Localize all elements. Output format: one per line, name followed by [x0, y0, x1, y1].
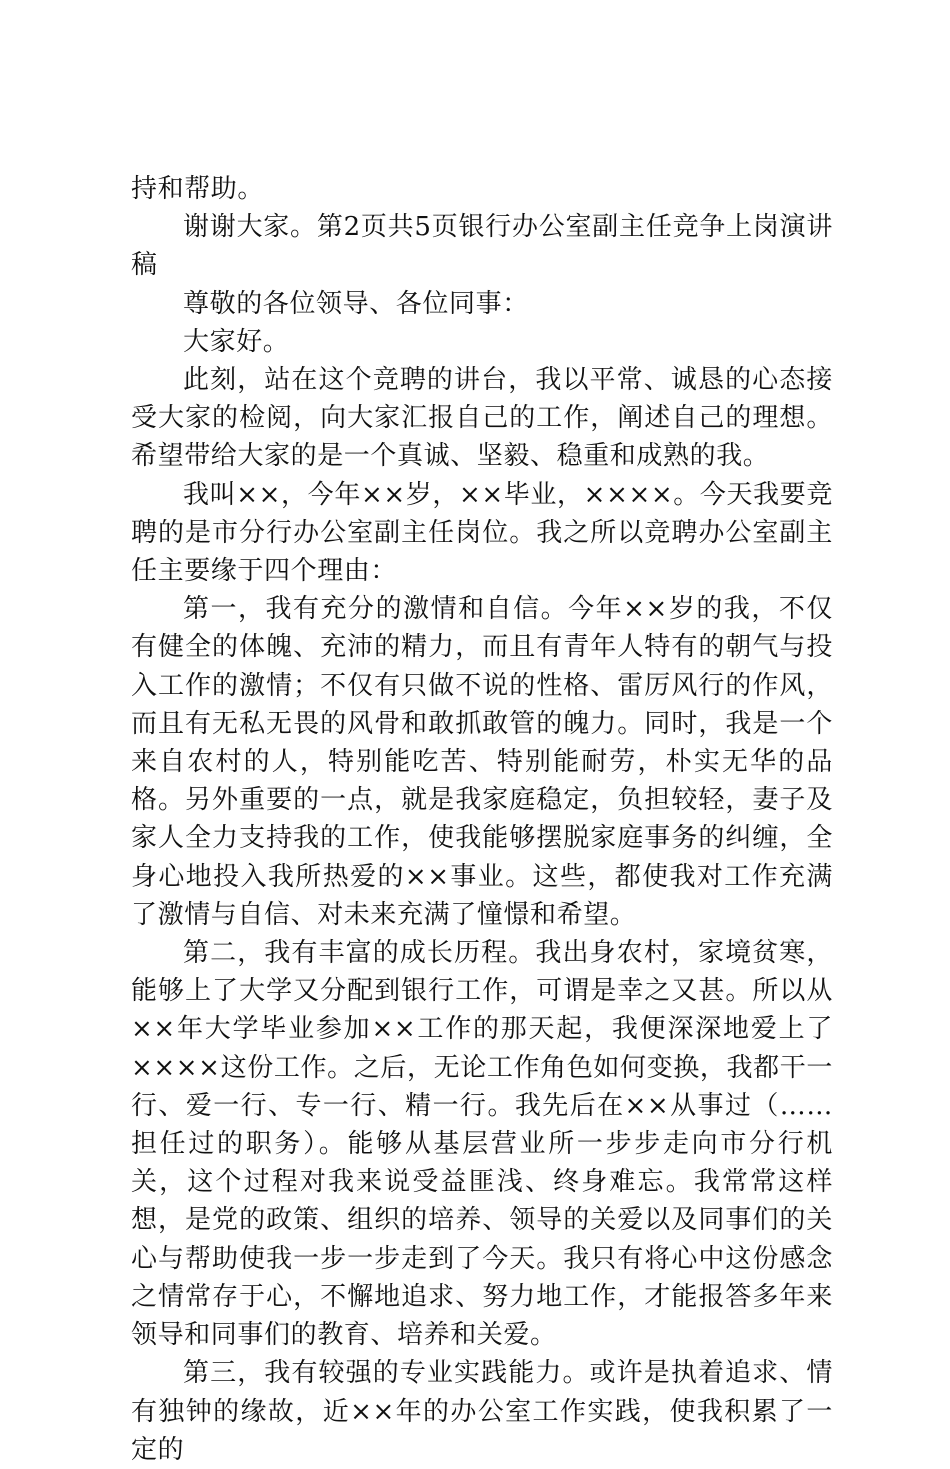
paragraph: 第一，我有充分的激情和自信。今年××岁的我，不仅有健全的体魄、充沛的精力，而且有青年人特有的朝气与投入工作的激情；不仅有只做不说的性格、雷厉风行的作风，而且有无私无畏的风骨和敢抓敢管的魄力。同时，我是一个来自农村的人，特别能吃苦、特别能耐劳，朴实无华的品格。另外重要的一点，就是我家庭稳定，负担较轻，妻子及家人全力支持我的工作，使我能够摆脱家庭事务的纠缠，全身心地投入我所热爱的××事业。这些，都使我对工作充满了激情与自信、对未来充满了憧憬和希望。 [131, 594, 833, 930]
body-text [131, 170, 833, 1469]
paragraph: 第二，我有丰富的成长历程。我出身农村，家境贫寒，能够上了大学又分配到银行工作，可谓是幸之又甚。所以从××年大学毕业参加××工作的那天起，我便深深地爱上了××××这份工作。之后，无论工作角色如何变换，我都干一行、爱一行、专一行、精一行。我先后在××从事过（……担任过的职务）。能够从基层营业所一步步走向市分行机关，这个过程对我来说受益匪浅、终身难忘。我常常这样想，是党的政策、组织的培养、领导的关爱以及同事们的关心与帮助使我一步一步走到了今天。我只有将心中这份感念之情常存于心，不懈地追求、努力地工作，才能报答多年来领导和同事们的教育、培养和关爱。 [131, 938, 833, 1351]
paragraph: 谢谢大家。第2页共5页银行办公室副主任竞争上岗演讲稿 [131, 212, 833, 281]
paragraph: 此刻，站在这个竞聘的讲台，我以平常、诚恳的心态接受大家的检阅，向大家汇报自己的工作，阐述自己的理想。希望带给大家的是一个真诚、坚毅、稳重和成熟的我。 [131, 365, 833, 472]
paragraph: 第三，我有较强的专业实践能力。或许是执着追求、情有独钟的缘故，近××年的办公室工作实践，使我积累了一定的 [131, 1358, 833, 1465]
paragraph: 持和帮助。 [131, 174, 265, 204]
paragraph: 我叫××，今年××岁，××毕业，××××。今天我要竞聘的是市分行办公室副主任岗位。我之所以竞聘办公室副主任主要缘于四个理由： [131, 479, 833, 587]
paragraph: 大家好。 [183, 326, 290, 357]
paragraph: 尊敬的各位领导、各位同事： [183, 288, 529, 319]
